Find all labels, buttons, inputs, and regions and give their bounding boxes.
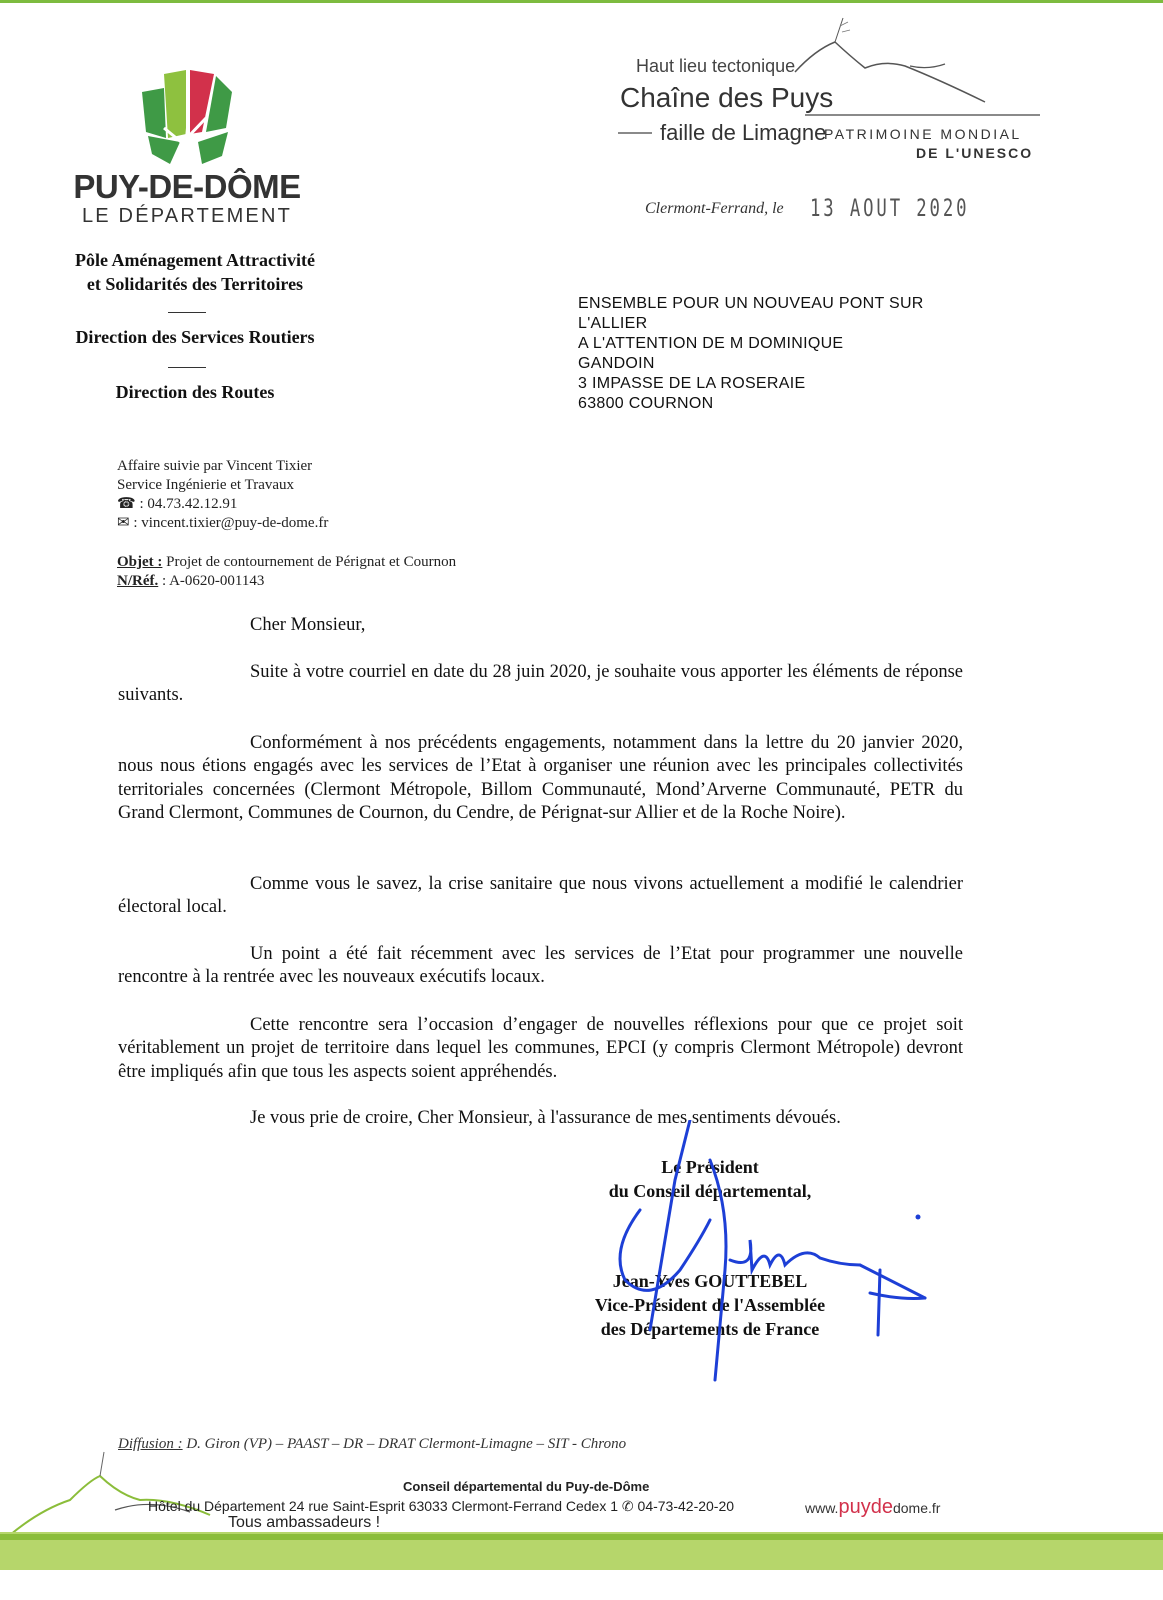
- unesco-line-1: Haut lieu tectonique: [636, 56, 796, 76]
- top-border: [0, 0, 1163, 3]
- department-leaf-logo: [140, 68, 234, 172]
- recipient-line: L'ALLIER: [578, 315, 648, 332]
- footer-mountain-logo: [0, 1440, 240, 1540]
- department-name: PUY-DE-DÔME: [73, 168, 301, 205]
- case-phone: ☎ : 04.73.42.12.91: [117, 496, 238, 512]
- diffusion-label: Diffusion :: [118, 1436, 183, 1452]
- footer-website: www.puydedome.fr: [805, 1496, 941, 1518]
- mail-icon: ✉: [117, 515, 130, 531]
- unesco-line-5: DE L'UNESCO: [916, 145, 1034, 161]
- case-email: ✉ : vincent.tixier@puy-de-dome.fr: [117, 515, 329, 531]
- date-stamp: 13 AOUT 2020: [810, 194, 970, 222]
- paragraph-4: Un point a été fait récemment avec les services de l’Etat pour programmer une nouvelle rencontre à la rentrée avec les nouveaux exécutifs locaux.: [118, 944, 963, 988]
- case-info: [117, 457, 328, 533]
- case-service: Service Ingénierie et Travaux: [117, 477, 295, 493]
- object-reference: [117, 553, 456, 591]
- recipient-line: A L'ATTENTION DE M DOMINIQUE: [578, 335, 844, 352]
- paragraph-5: Cette rencontre sera l’occasion d’engager de nouvelles réflexions pour que ce projet soit véritablement un projet de territoire dans lequel les communes, EPCI (y compris Clermont Métropole) devront être impliqués afin que tous les aspects soient appréhendés.: [118, 1015, 963, 1082]
- department-subtitle: LE DÉPARTEMENT: [81, 205, 293, 227]
- phone-icon: ☎: [117, 496, 136, 512]
- unesco-line-3: faille de Limagne: [660, 120, 827, 145]
- sender-direction-1: Direction des Services Routiers: [75, 327, 315, 347]
- sender-pole-line-2: et Solidarités des Territoires: [86, 274, 304, 294]
- sender-pole: [40, 248, 350, 296]
- date-place: Clermont-Ferrand, le: [645, 200, 784, 217]
- unesco-line-4: PATRIMOINE MONDIAL: [824, 126, 1022, 142]
- object-line: [117, 553, 456, 572]
- footer-address: Hôtel du Département 24 rue Saint-Esprit 63033 Clermont-Ferrand Cedex 1 ✆ 04-73-42-20-20: [148, 1498, 735, 1514]
- separator: [168, 367, 206, 368]
- handwritten-signature: [580, 1120, 950, 1390]
- recipient-line: 3 IMPASSE DE LA ROSERAIE: [578, 375, 806, 392]
- signatory-role-1: Vice-Président de l'Assemblée: [594, 1295, 826, 1315]
- signatory-title-1: Le Président: [661, 1157, 759, 1177]
- reference-label: N/Réf.: [117, 573, 159, 589]
- recipient-address: [578, 294, 924, 414]
- footer-org: Conseil départemental du Puy-de-Dôme: [403, 1479, 650, 1494]
- separator: [168, 312, 206, 313]
- recipient-line: 63800 COURNON: [578, 395, 714, 412]
- recipient-line: GANDOIN: [578, 355, 655, 372]
- reference-line: [117, 572, 456, 591]
- case-followed-by: Affaire suivie par Vincent Tixier: [117, 458, 313, 474]
- signatory-title-2: du Conseil départemental,: [608, 1181, 812, 1201]
- paragraph-3: Comme vous le savez, la crise sanitaire que nous vivons actuellement a modifié le calendrier électoral local.: [118, 874, 963, 918]
- paragraph-2: Conformément à nos précédents engagements, notamment dans la lettre du 20 janvier 2020, nous nous étions engagés avec les services de l’Etat à organiser une réunion avec les principales collectivités territoriales concernées (Clermont Métropole, Billom Communauté, Mond’Arverne Communauté, PETR du Grand Clermont, Communes de Cournon, du Cendre, de Pérignat-sur Allier et de la Roche Noire).: [118, 733, 963, 824]
- salutation: Cher Monsieur,: [250, 615, 366, 635]
- signatory-name: Jean-Yves GOUTTEBEL: [612, 1271, 808, 1291]
- sender-direction-2: Direction des Routes: [115, 382, 275, 402]
- signatory-role-2: des Départements de France: [600, 1319, 820, 1339]
- recipient-line: ENSEMBLE POUR UN NOUVEAU PONT SUR: [578, 295, 924, 312]
- footer-band-stripe: [0, 1534, 1163, 1540]
- object-value: Projet de contournement de Pérignat et Cournon: [166, 554, 457, 570]
- sender-pole-line-1: Pôle Aménagement Attractivité: [75, 250, 315, 270]
- unesco-line-2: Chaîne des Puys: [620, 82, 834, 113]
- paragraph-1: Suite à votre courriel en date du 28 juin 2020, je souhaite vous apporter les éléments de réponse suivants.: [118, 662, 963, 706]
- footer-tagline: Tous ambassadeurs !: [228, 1514, 381, 1531]
- reference-value: : A-0620-001143: [162, 573, 265, 589]
- object-label: Objet :: [117, 554, 163, 570]
- diffusion-value: D. Giron (VP) – PAAST – DR – DRAT Clermont-Limagne – SIT - Chrono: [186, 1436, 627, 1452]
- closing: Je vous prie de croire, Cher Monsieur, à l'assurance de mes sentiments dévoués.: [250, 1108, 841, 1128]
